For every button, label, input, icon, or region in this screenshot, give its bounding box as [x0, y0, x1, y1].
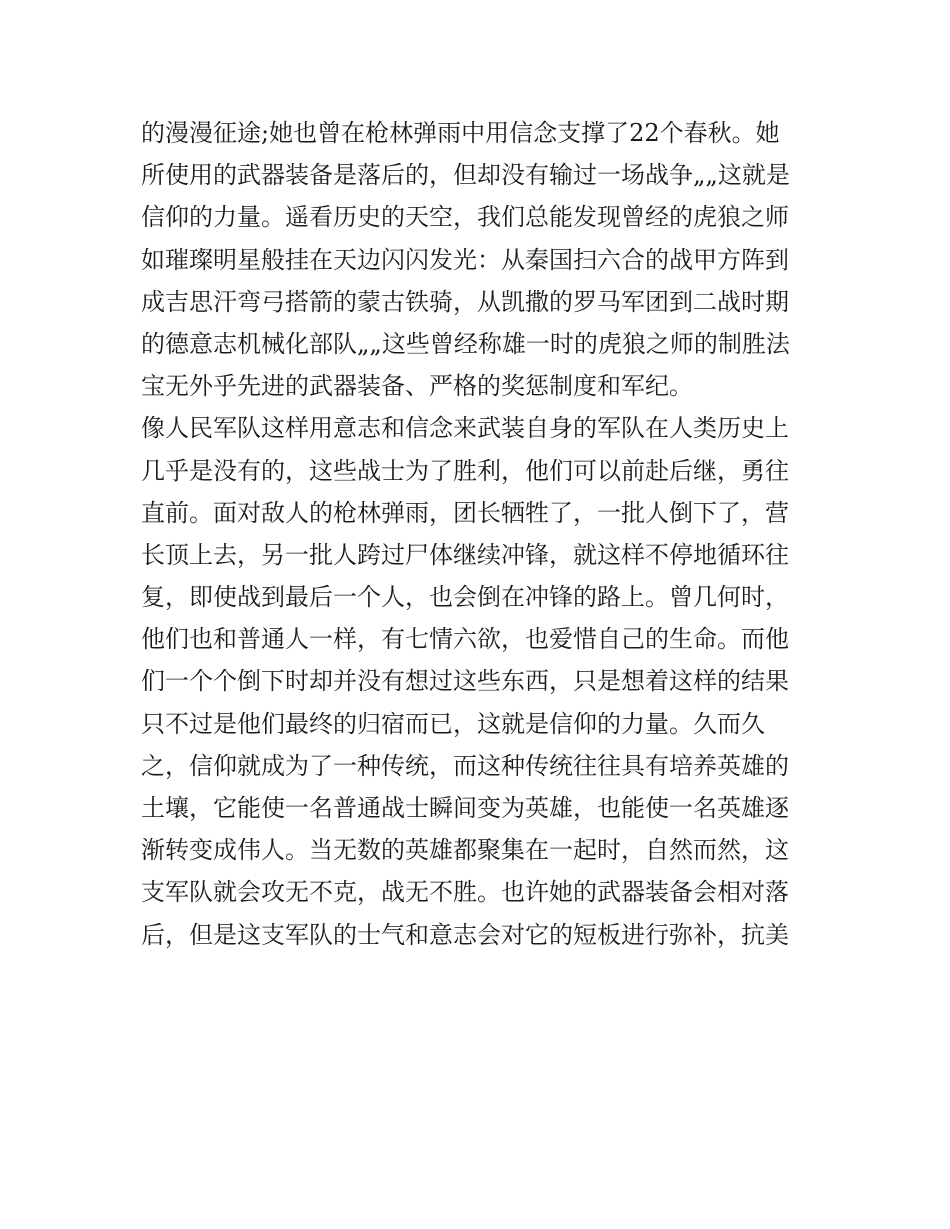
text-line: 只不过是他们最终的归宿而已，这就是信仰的力量。久而久 — [141, 709, 765, 738]
text-line: 他们也和普通人一样，有七情六欲，也爱惜自己的生命。而他 — [141, 625, 789, 654]
text-line: 支军队就会攻无不克，战无不胜。也许她的武器装备会相对落 — [141, 878, 789, 907]
text-line: 们一个个倒下时却并没有想过这些东西，只是想着这样的结果 — [141, 667, 789, 696]
text-line: 所使用的武器装备是落后的，但却没有输过一场战争„„这就是 — [141, 161, 790, 190]
text-line: 土壤，它能使一名普通战士瞬间变为英雄，也能使一名英雄逐 — [141, 794, 789, 822]
text-line: 复，即使战到最后一个人，也会倒在冲锋的路上。曾几何时， — [141, 583, 789, 612]
text-line: 的漫漫征途;她也曾在枪林弹雨中用信念支撑了22个春秋。她 — [141, 119, 780, 147]
text-line: 的德意志机械化部队„„这些曾经称雄一时的虎狼之师的制胜法 — [141, 329, 790, 358]
text-line: 几乎是没有的，这些战士为了胜利，他们可以前赴后继，勇往 — [141, 456, 789, 485]
text-line: 渐转变成伟人。当无数的英雄都聚集在一起时，自然而然，这 — [141, 836, 789, 865]
text-line: 成吉思汗弯弓搭箭的蒙古铁骑，从凯撒的罗马军团到二战时期 — [141, 287, 789, 316]
text-line: 后，但是这支军队的士气和意志会对它的短板进行弥补，抗美 — [141, 920, 789, 949]
text-line: 宝无外乎先进的武器装备、严格的奖惩制度和军纪。 — [141, 372, 693, 401]
text-line: 像人民军队这样用意志和信念来武装自身的军队在人类历史上 — [141, 414, 789, 443]
text-line: 长顶上去，另一批人跨过尸体继续冲锋，就这样不停地循环往 — [141, 540, 789, 569]
text-line: 直前。面对敌人的枪林弹雨，团长牺牲了，一批人倒下了，营 — [141, 498, 789, 527]
body-text — [141, 112, 821, 956]
text-line: 信仰的力量。遥看历史的天空，我们总能发现曾经的虎狼之师 — [141, 203, 789, 232]
text-line: 之，信仰就成为了一种传统，而这种传统往往具有培养英雄的 — [141, 751, 789, 780]
text-line: 如璀璨明星般挂在天边闪闪发光：从秦国扫六合的战甲方阵到 — [141, 245, 789, 274]
